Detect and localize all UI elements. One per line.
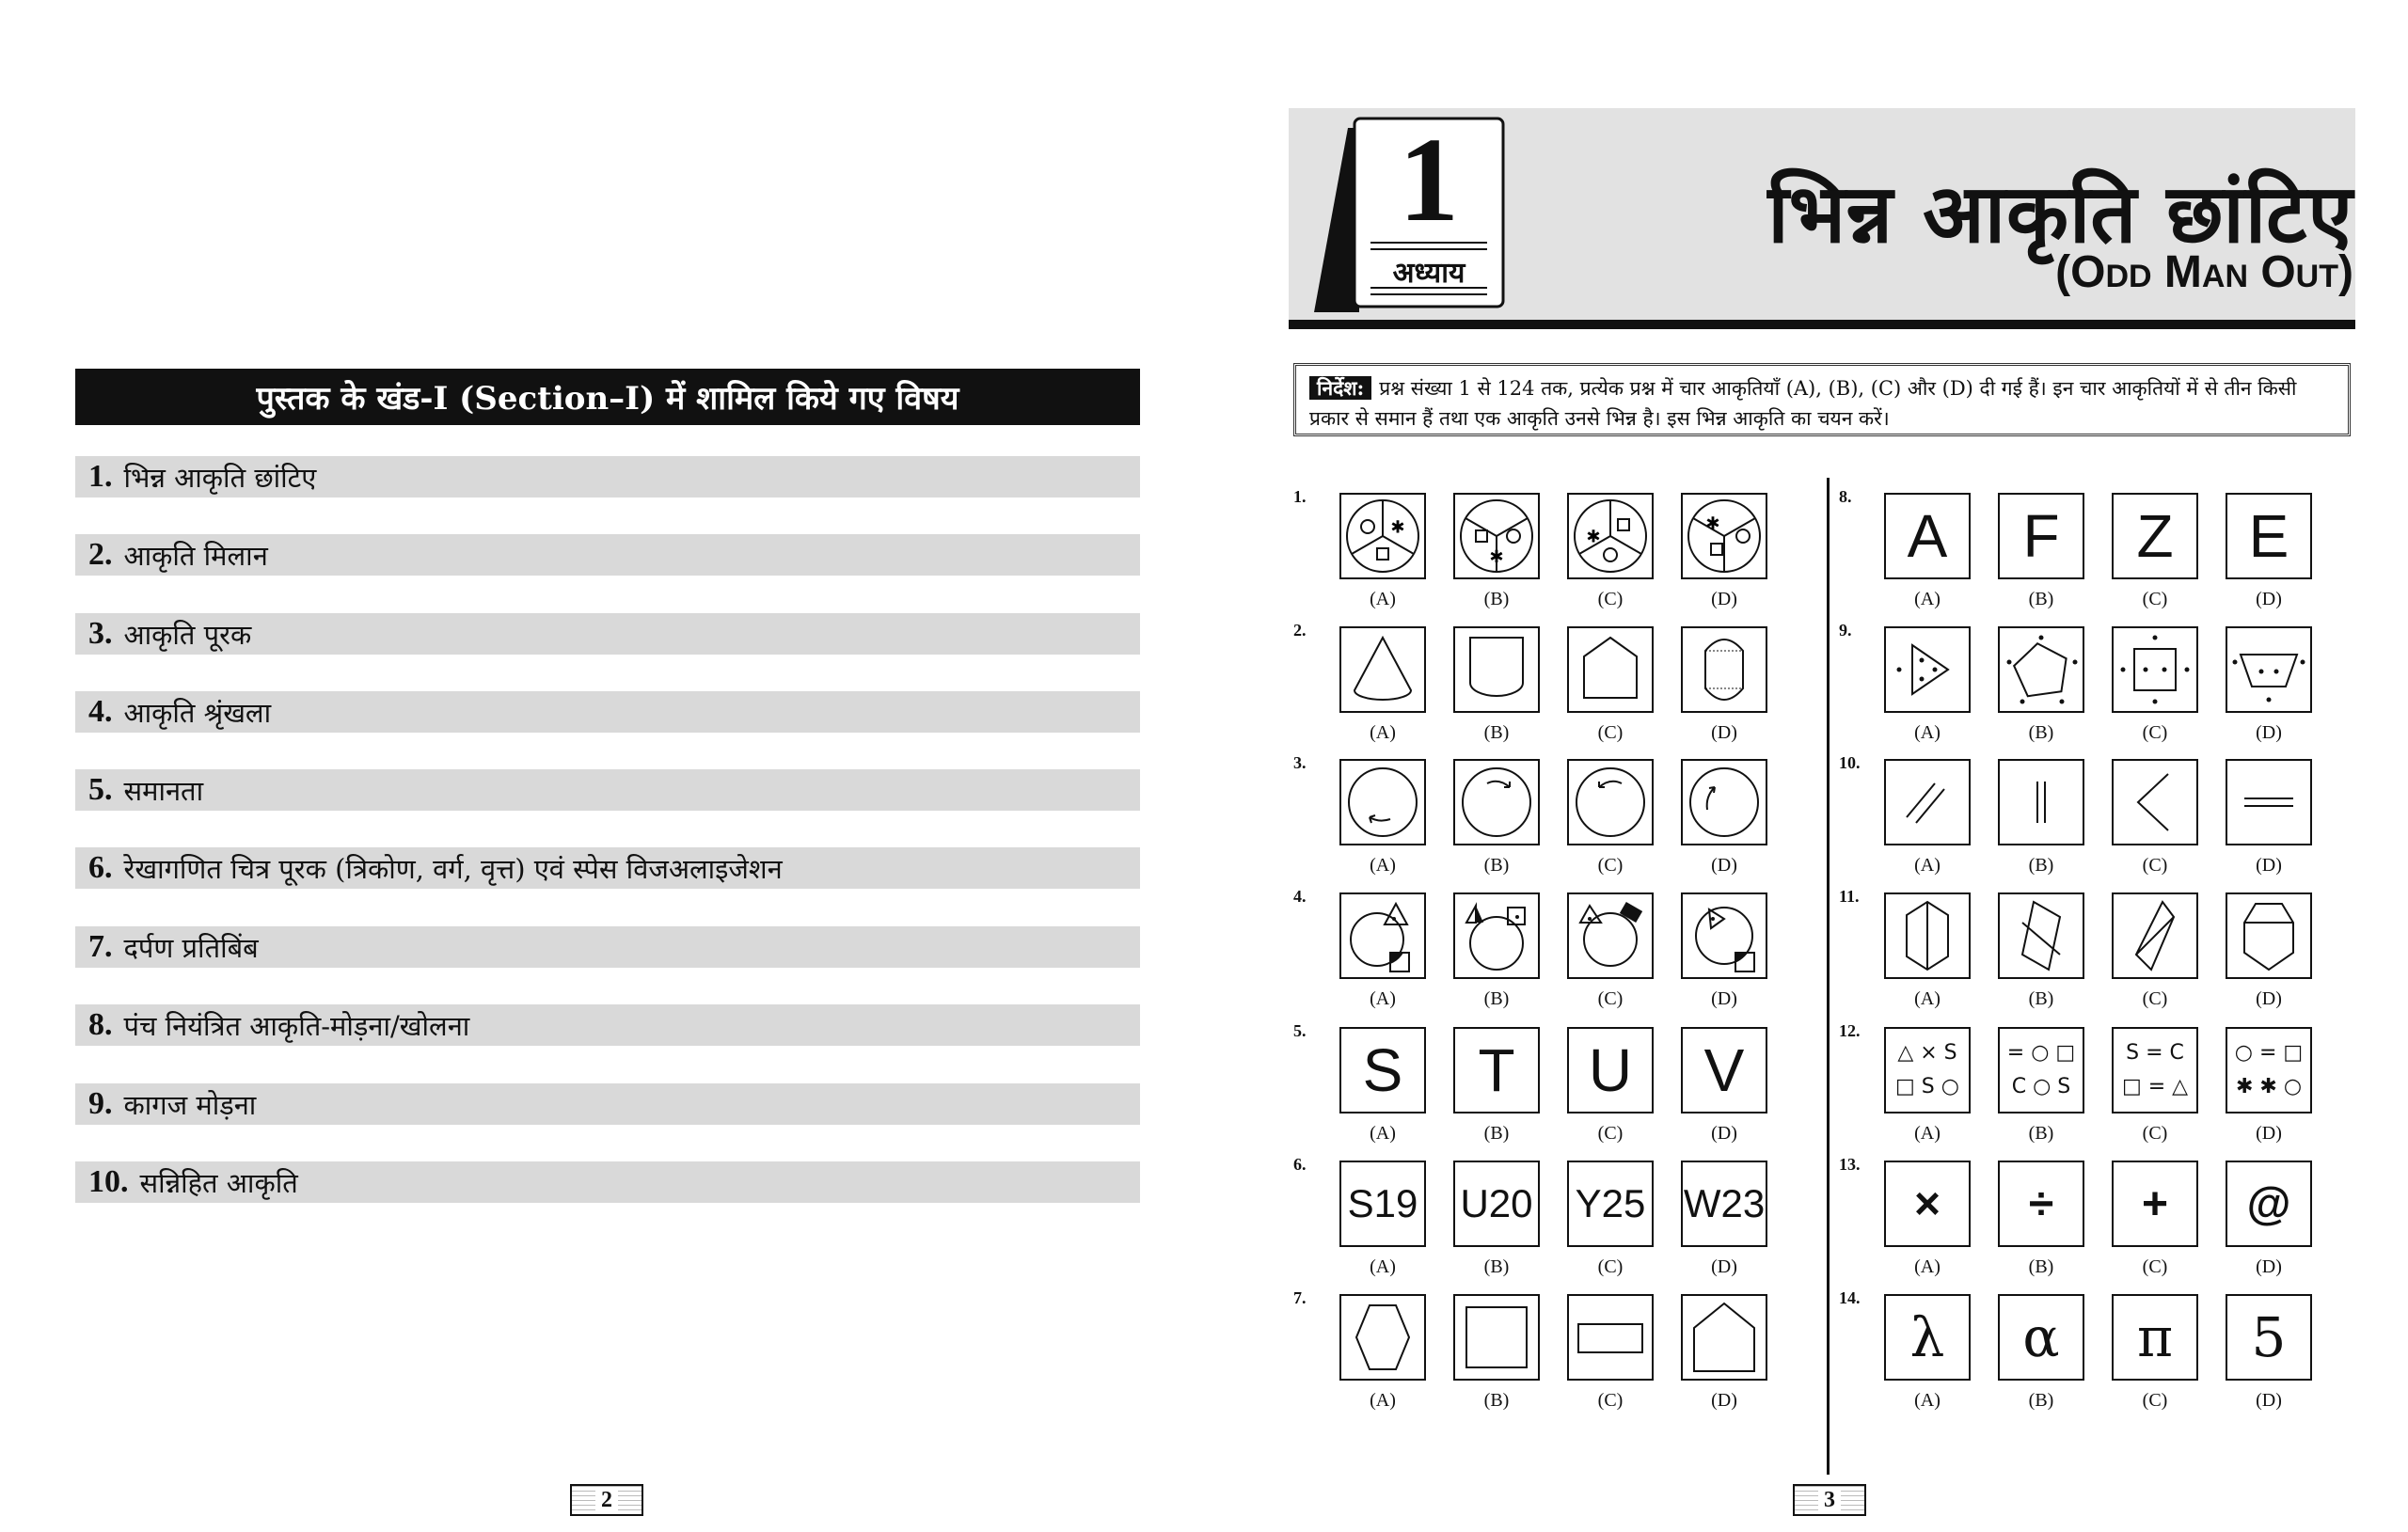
option-figure[interactable] [2112, 759, 2198, 845]
option-label: (D) [2256, 722, 2282, 743]
question-number: 4. [1293, 887, 1307, 906]
option-label: (D) [2256, 1123, 2282, 1144]
option-figure[interactable] [1453, 1161, 1540, 1247]
option-figure-drawing [2114, 628, 2196, 711]
column-divider [1827, 478, 1830, 1475]
option-figure-drawing [1455, 1296, 1538, 1379]
option-figure-drawing [1455, 894, 1538, 977]
option-figure-drawing [2114, 894, 2196, 977]
page-number-left: 2 [570, 1484, 643, 1516]
chapter-number: 1 [1399, 113, 1459, 246]
option-symbol: T [1478, 1036, 1515, 1104]
option-label: (B) [1483, 1123, 1510, 1144]
option-label: (D) [1711, 1256, 1737, 1277]
option-figure[interactable] [1453, 626, 1540, 713]
toc-item-label: समानता [123, 774, 204, 807]
option-figure[interactable] [1453, 493, 1540, 579]
option-symbol: U [1588, 1036, 1633, 1104]
option-label: (B) [2028, 1390, 2054, 1411]
option-label: (A) [1914, 1123, 1941, 1144]
option-label: (A) [1914, 589, 1941, 609]
option-symbol-row: C ○ S [2011, 1075, 2071, 1098]
toc-item-number: 8. [88, 1007, 113, 1042]
option-label: (A) [1370, 1256, 1396, 1277]
toc-item-label: सन्निहित आकृति [139, 1166, 298, 1199]
option-figure[interactable] [1681, 1027, 1767, 1113]
toc-item-number: 5. [88, 772, 113, 807]
option-label: (D) [1711, 855, 1737, 876]
option-figure[interactable] [1884, 493, 1971, 579]
option-figure[interactable] [1339, 892, 1426, 979]
option-label: (D) [1711, 589, 1737, 609]
option-label: (D) [1711, 988, 1737, 1009]
question-number: 3. [1293, 753, 1307, 772]
option-figure-drawing [1341, 495, 1424, 577]
option-figure[interactable] [1567, 892, 1654, 979]
question-number: 13. [1839, 1155, 1861, 1174]
option-figure[interactable] [2226, 892, 2312, 979]
option-figure[interactable] [1998, 892, 2084, 979]
option-label: (C) [1597, 988, 1624, 1009]
option-figure[interactable] [1453, 759, 1540, 845]
option-label: (D) [1711, 722, 1737, 743]
option-symbol: S [1362, 1036, 1403, 1104]
option-label: (B) [1483, 855, 1510, 876]
question-number: 12. [1839, 1021, 1861, 1040]
toc-item-number: 1. [88, 459, 113, 494]
option-figure-drawing [2227, 628, 2310, 711]
question-number: 11. [1839, 887, 1860, 906]
option-label: (D) [1711, 1123, 1737, 1144]
chapter-title-hindi: भिन्न आकृति छांटिए [1767, 166, 2353, 261]
option-figure[interactable] [1998, 626, 2084, 713]
option-symbol: V [1703, 1036, 1745, 1104]
option-label: (C) [2142, 1123, 2168, 1144]
toc-item-number: 7. [88, 929, 113, 964]
option-figure-drawing [1455, 761, 1538, 844]
option-label: (B) [2028, 988, 2054, 1009]
option-figure-drawing [2000, 894, 2083, 977]
option-figure[interactable] [2112, 1027, 2198, 1113]
directions-label: निर्देश: [1309, 376, 1371, 400]
option-figure[interactable] [1567, 626, 1654, 713]
option-label: (A) [1370, 1123, 1396, 1144]
option-figure[interactable] [2226, 1027, 2312, 1113]
option-symbol-row: □ = △ [2121, 1075, 2189, 1098]
toc-item [75, 769, 1140, 811]
option-label: (B) [2028, 1123, 2054, 1144]
option-label: (B) [1483, 1256, 1510, 1277]
svg-text:✱: ✱ [1390, 517, 1405, 538]
option-label: (C) [1597, 1256, 1624, 1277]
svg-text:✱: ✱ [1489, 547, 1504, 567]
option-label: (C) [2142, 1390, 2168, 1411]
option-figure[interactable] [2226, 1294, 2312, 1381]
toc-item [75, 926, 1140, 968]
toc-heading [75, 369, 1140, 425]
toc-item-number: 9. [88, 1086, 113, 1121]
question-number: 10. [1839, 753, 1861, 772]
option-figure[interactable] [2226, 493, 2312, 579]
option-label: (D) [2256, 589, 2282, 609]
option-figure[interactable] [2226, 759, 2312, 845]
option-symbol: π [2136, 1305, 2174, 1369]
option-label: (B) [1483, 988, 1510, 1009]
option-label: (B) [2028, 855, 2054, 876]
toc-item-number: 2. [88, 537, 113, 572]
option-figure[interactable] [1453, 892, 1540, 979]
option-label: (B) [2028, 589, 2054, 609]
option-symbol: A [1907, 502, 1948, 570]
chapter-title-english: (Odd Man Out) [2055, 247, 2353, 297]
option-figure-drawing [1683, 628, 1766, 711]
option-label: (A) [1914, 855, 1941, 876]
option-figure[interactable] [1339, 759, 1426, 845]
option-figure[interactable] [1453, 1027, 1540, 1113]
option-figure-drawing [2227, 761, 2310, 844]
option-symbol: + [2141, 1178, 2169, 1229]
toc-item-number: 4. [88, 694, 113, 729]
option-figure[interactable] [1998, 1294, 2084, 1381]
option-figure[interactable] [1567, 493, 1654, 579]
option-figure-drawing [1683, 1296, 1766, 1379]
toc-item [75, 534, 1140, 576]
option-figure-drawing [1455, 495, 1538, 577]
option-figure[interactable] [1339, 626, 1426, 713]
question-number: 7. [1293, 1288, 1307, 1307]
toc-item-label: दर्पण प्रतिबिंब [123, 931, 259, 964]
option-label: (A) [1370, 988, 1396, 1009]
option-symbol-row: △ × S [1897, 1041, 1957, 1065]
toc-heading-text: पुस्तक के खंड-I (Section–I) में शामिल किये गए विषय [256, 380, 959, 418]
option-figure-drawing [2000, 628, 2083, 711]
option-figure-drawing [1569, 1296, 1652, 1379]
option-figure-drawing [1455, 628, 1538, 711]
option-symbol: 5 [2251, 1305, 2287, 1369]
directions-box [1293, 363, 2351, 436]
option-label: (B) [1483, 722, 1510, 743]
option-figure-drawing [1683, 894, 1766, 977]
option-figure[interactable] [2112, 1294, 2198, 1381]
toc-item-number: 10. [88, 1164, 129, 1199]
option-figure[interactable] [1884, 1027, 1971, 1113]
option-figure-drawing [2000, 761, 2083, 844]
option-figure-drawing [1341, 761, 1424, 844]
option-figure-drawing [1886, 628, 1969, 711]
option-label: (A) [1914, 988, 1941, 1009]
option-figure-drawing [1341, 894, 1424, 977]
option-label: (B) [1483, 589, 1510, 609]
option-label: (B) [2028, 722, 2054, 743]
option-symbol: ÷ [2028, 1178, 2054, 1229]
option-label: (C) [1597, 1123, 1624, 1144]
option-figure[interactable] [1339, 1027, 1426, 1113]
option-symbol: @ [2246, 1178, 2291, 1229]
question-number: 5. [1293, 1021, 1307, 1040]
svg-text:✱: ✱ [1586, 527, 1601, 547]
option-label: (A) [1914, 722, 1941, 743]
option-figure[interactable] [1884, 892, 1971, 979]
toc-item [75, 691, 1140, 733]
option-figure[interactable] [1998, 759, 2084, 845]
option-figure-drawing [2114, 761, 2196, 844]
option-figure[interactable] [1681, 1161, 1767, 1247]
option-figure[interactable] [2226, 1161, 2312, 1247]
option-label: (A) [1370, 1390, 1396, 1411]
option-figure[interactable] [1339, 493, 1426, 579]
option-figure[interactable] [1453, 1294, 1540, 1381]
option-label: (A) [1914, 1390, 1941, 1411]
option-figure[interactable] [1884, 759, 1971, 845]
option-symbol-row: S = C [2126, 1041, 2184, 1065]
toc-item [75, 1161, 1140, 1203]
option-symbol-row: ○ = □ [2234, 1041, 2304, 1065]
option-label: (C) [2142, 855, 2168, 876]
option-figure[interactable] [2112, 1161, 2198, 1247]
option-figure-drawing [1341, 628, 1424, 711]
option-figure[interactable] [1998, 493, 2084, 579]
option-figure[interactable] [2226, 626, 2312, 713]
toc-item [75, 456, 1140, 498]
toc-item-label: भिन्न आकृति छांटिए [123, 461, 317, 494]
option-label: (A) [1914, 1256, 1941, 1277]
option-figure-drawing [1569, 761, 1652, 844]
option-symbol: F [2022, 502, 2060, 570]
option-label: (D) [2256, 1390, 2282, 1411]
chapter-word: अध्याय [1392, 257, 1465, 290]
option-figure[interactable] [1567, 1161, 1654, 1247]
toc-item-number: 3. [88, 616, 113, 651]
option-figure[interactable] [1567, 1294, 1654, 1381]
option-label: (B) [2028, 1256, 2054, 1277]
option-figure[interactable] [1681, 759, 1767, 845]
option-symbol-row: □ S ○ [1895, 1075, 1959, 1098]
option-figure[interactable] [1567, 759, 1654, 845]
option-label: (D) [2256, 855, 2282, 876]
toc-item [75, 1083, 1140, 1125]
option-label: (D) [2256, 988, 2282, 1009]
option-label: (C) [2142, 722, 2168, 743]
option-label: (C) [2142, 1256, 2168, 1277]
option-symbol: W23 [1683, 1181, 1766, 1225]
option-figure-drawing [1569, 495, 1652, 577]
option-figure[interactable] [2112, 493, 2198, 579]
option-figure[interactable] [1884, 1161, 1971, 1247]
option-label: (C) [1597, 589, 1624, 609]
option-figure[interactable] [1681, 493, 1767, 579]
option-label: (A) [1370, 589, 1396, 609]
option-label: (C) [1597, 1390, 1624, 1411]
option-label: (D) [2256, 1256, 2282, 1277]
option-symbol: × [1913, 1178, 1941, 1229]
option-figure-drawing [1886, 894, 1969, 977]
toc-item-label: पंच नियंत्रित आकृति-मोड़ना/खोलना [123, 1009, 470, 1042]
option-symbol: E [2248, 502, 2289, 570]
toc-item-label: आकृति श्रृंखला [123, 696, 272, 729]
toc-item-number: 6. [88, 850, 113, 885]
option-symbol: U20 [1460, 1181, 1533, 1225]
question-number: 6. [1293, 1155, 1307, 1174]
option-label: (C) [1597, 855, 1624, 876]
header-rule [1289, 320, 2355, 329]
directions-text: प्रश्न संख्या 1 से 124 तक, प्रत्येक प्रश्न में चार आकृतियाँ (A), (B), (C) और (D) दी गई हैं। इन चार आकृतियों में से तीन किसी प्रकार से समान हैं तथा एक आकृति उनसे भिन्न है। इस भिन्न आकृति का चयन करें। [1309, 377, 2297, 430]
toc-item [75, 1004, 1140, 1046]
option-figure[interactable] [1339, 1294, 1426, 1381]
option-figure[interactable] [1884, 626, 1971, 713]
option-figure[interactable] [1681, 626, 1767, 713]
option-symbol: Z [2136, 502, 2174, 570]
question-number: 2. [1293, 621, 1307, 640]
toc-item [75, 847, 1140, 889]
option-figure-drawing [1886, 761, 1969, 844]
option-symbol: λ [1909, 1305, 1945, 1369]
option-symbol: Y25 [1575, 1181, 1646, 1225]
option-figure[interactable] [1681, 1294, 1767, 1381]
option-figure-drawing [1569, 894, 1652, 977]
option-label: (D) [1711, 1390, 1737, 1411]
option-label: (B) [1483, 1390, 1510, 1411]
toc-item [75, 613, 1140, 655]
option-symbol-row: = ○ □ [2006, 1041, 2076, 1065]
option-figure[interactable] [1567, 1027, 1654, 1113]
page-number-right: 3 [1793, 1484, 1866, 1516]
option-figure-drawing [2227, 894, 2310, 977]
option-label: (C) [2142, 988, 2168, 1009]
toc-item-label: कागज मोड़ना [123, 1088, 257, 1121]
option-figure[interactable] [1998, 1161, 2084, 1247]
option-label: (C) [1597, 722, 1624, 743]
toc-item-label: आकृति पूरक [123, 618, 252, 651]
option-figure[interactable] [1998, 1027, 2084, 1113]
option-label: (A) [1370, 722, 1396, 743]
option-label: (C) [2142, 589, 2168, 609]
svg-text:✱: ✱ [1705, 513, 1720, 534]
option-symbol-row: ✱ ✱ ○ [2235, 1075, 2303, 1098]
option-label: (A) [1370, 855, 1396, 876]
option-figure[interactable] [1681, 892, 1767, 979]
option-figure-drawing [1569, 628, 1652, 711]
option-figure[interactable] [1339, 1161, 1426, 1247]
option-figure[interactable] [2112, 892, 2198, 979]
option-figure-drawing [1341, 1296, 1424, 1379]
option-symbol: α [2022, 1305, 2060, 1369]
question-number: 14. [1839, 1288, 1861, 1307]
toc-item-label: आकृति मिलान [123, 539, 268, 572]
option-figure-drawing [1683, 495, 1766, 577]
option-figure[interactable] [2112, 626, 2198, 713]
question-number: 8. [1839, 487, 1852, 506]
question-number: 9. [1839, 621, 1852, 640]
question-number: 1. [1293, 487, 1307, 506]
option-figure[interactable] [1884, 1294, 1971, 1381]
option-figure-drawing [1683, 761, 1766, 844]
option-symbol: S19 [1347, 1181, 1418, 1225]
toc-item-label: रेखागणित चित्र पूरक (त्रिकोण, वर्ग, वृत्त) एवं स्पेस विजअलाइजेशन [123, 852, 783, 885]
